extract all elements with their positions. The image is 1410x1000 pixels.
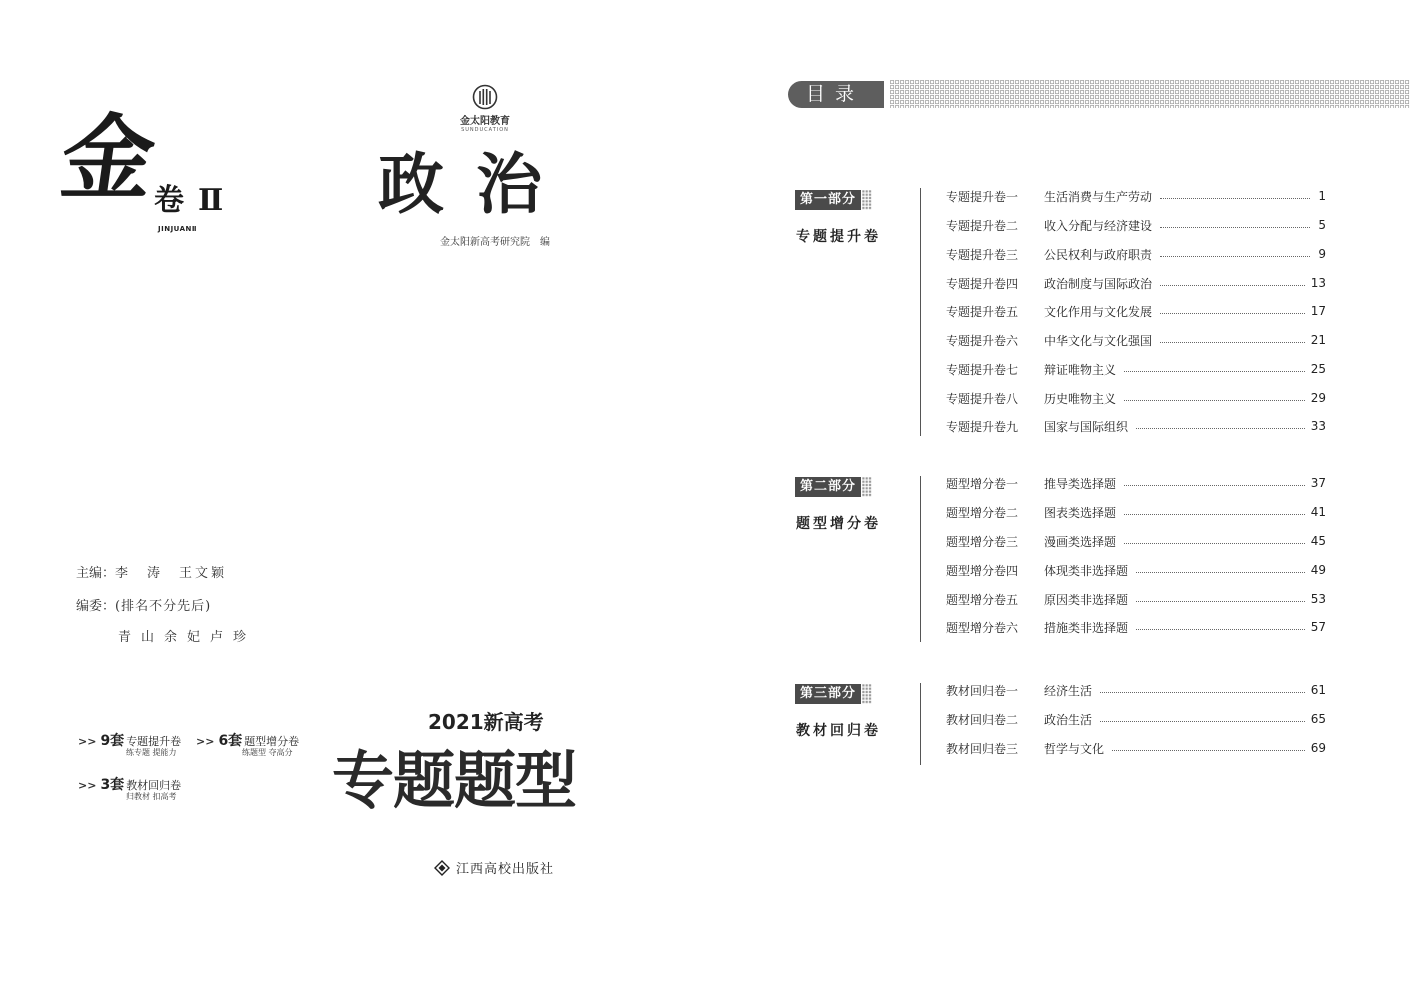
toc-entry[interactable] xyxy=(946,474,1326,492)
section-badge xyxy=(795,477,872,497)
leader-dots xyxy=(1124,371,1305,372)
toc-entry-code: 教材回归卷二 xyxy=(946,712,1019,727)
toc-entry-page: 1 xyxy=(1318,189,1326,203)
chief-editor-names: 李 涛 王文颖 xyxy=(115,566,228,581)
leader-dots xyxy=(1136,428,1305,429)
publisher-logo-english: SUNDUCATION xyxy=(461,127,509,133)
section-divider xyxy=(920,476,921,642)
leader-dots xyxy=(1112,750,1305,751)
series-logo-roman: Ⅱ xyxy=(198,183,224,218)
year-line: 2021新高考 xyxy=(428,710,544,734)
toc-entry-title: 国家与国际组织 xyxy=(1044,419,1129,434)
toc-entry[interactable] xyxy=(946,739,1326,757)
toc-entry-code: 题型增分卷一 xyxy=(946,476,1019,491)
section-badge-label: 第二部分 xyxy=(795,477,861,497)
publisher-name: 江西高校出版社 xyxy=(456,862,555,877)
promo-sub: 练专题 提能力 xyxy=(126,748,177,757)
publisher-line xyxy=(434,858,554,877)
promo-count: 6套 xyxy=(218,733,243,749)
toc-entry-code: 题型增分卷五 xyxy=(946,592,1019,607)
leader-dots xyxy=(1136,629,1305,630)
toc-entry-code: 题型增分卷六 xyxy=(946,620,1019,635)
section-name: 题型增分卷 xyxy=(796,516,881,532)
toc-entry-code: 题型增分卷三 xyxy=(946,534,1019,549)
subject-title: 政治 xyxy=(378,146,574,223)
toc-entry-code: 专题提升卷五 xyxy=(946,304,1019,319)
toc-entry-code: 专题提升卷七 xyxy=(946,362,1019,377)
toc-entry-code: 专题提升卷九 xyxy=(946,419,1019,434)
toc-entry[interactable] xyxy=(946,710,1326,728)
leader-dots xyxy=(1160,285,1305,286)
toc-entry-page: 41 xyxy=(1310,505,1326,519)
toc-entry-code: 专题提升卷六 xyxy=(946,333,1019,348)
toc-entry[interactable] xyxy=(946,274,1326,292)
leader-dots xyxy=(1160,256,1310,257)
toc-entry-code: 题型增分卷二 xyxy=(946,505,1019,520)
committee-label: 编委： xyxy=(76,599,116,614)
toc-entry-page: 45 xyxy=(1310,534,1326,548)
toc-entry-page: 9 xyxy=(1318,247,1326,261)
series-logo-pinyin: JINJUANⅡ xyxy=(158,225,198,233)
toc-entry-title: 公民权利与政府职责 xyxy=(1044,247,1153,262)
committee-note: (排名不分先后) xyxy=(115,599,212,614)
chief-editor-line xyxy=(76,562,227,581)
toc-entry-page: 5 xyxy=(1318,218,1326,232)
section-badge-label: 第一部分 xyxy=(795,190,861,210)
toc-entry-title: 文化作用与文化发展 xyxy=(1044,304,1153,319)
section-badge-label: 第三部分 xyxy=(795,684,861,704)
toc-entry-code: 教材回归卷三 xyxy=(946,741,1019,756)
leader-dots xyxy=(1100,721,1305,722)
toc-entry-title: 措施类非选择题 xyxy=(1044,620,1129,635)
leader-dots xyxy=(1160,227,1310,228)
promo-sub: 归教材 扣高考 xyxy=(126,792,177,801)
double-chevron-icon: >> xyxy=(196,735,215,748)
toc-entry-code: 专题提升卷四 xyxy=(946,276,1019,291)
toc-entry-page: 13 xyxy=(1310,276,1326,290)
section-name: 教材回归卷 xyxy=(796,723,881,739)
leader-dots xyxy=(1160,198,1310,199)
toc-entry[interactable] xyxy=(946,417,1326,435)
toc-entry-title: 生活消费与生产劳动 xyxy=(1044,189,1153,204)
committee-names: 青山余妃卢珍 xyxy=(118,630,257,645)
leader-dots xyxy=(1136,572,1305,573)
toc-entry-title: 历史唯物主义 xyxy=(1044,391,1117,406)
toc-entry-code: 专题提升卷八 xyxy=(946,391,1019,406)
toc-entry-title: 经济生活 xyxy=(1044,683,1093,698)
promo-title: 题型增分卷 xyxy=(244,735,300,748)
toc-entry[interactable] xyxy=(946,302,1326,320)
promo-count: 9套 xyxy=(100,733,125,749)
toc-entry-code: 教材回归卷一 xyxy=(946,683,1019,698)
leader-dots xyxy=(1124,514,1305,515)
toc-entry[interactable] xyxy=(946,216,1326,234)
section-name: 专题提升卷 xyxy=(796,229,881,245)
leader-dots xyxy=(1100,692,1305,693)
promo-sub: 练题型 夺高分 xyxy=(242,748,293,757)
sun-logo-icon xyxy=(472,84,498,110)
section-divider xyxy=(920,188,921,436)
toc-entry-title: 政治生活 xyxy=(1044,712,1093,727)
committee-line xyxy=(76,595,211,614)
publisher-logo xyxy=(442,84,528,140)
toc-entry-page: 65 xyxy=(1310,712,1326,726)
toc-entry[interactable] xyxy=(946,245,1326,263)
toc-entry-title: 图表类选择题 xyxy=(1044,505,1117,520)
chief-editor-label: 主编： xyxy=(76,566,116,581)
leader-dots xyxy=(1136,601,1305,602)
leader-dots xyxy=(1124,543,1305,544)
toc-entry-page: 37 xyxy=(1310,476,1326,490)
section-badge xyxy=(795,684,872,704)
series-logo-vol: 卷 xyxy=(154,183,184,218)
promo-item xyxy=(78,774,182,801)
toc-entry-page: 53 xyxy=(1310,592,1326,606)
toc-entry-title: 政治制度与国际政治 xyxy=(1044,276,1153,291)
toc-entry-title: 漫画类选择题 xyxy=(1044,534,1117,549)
publisher-emblem-icon xyxy=(434,860,450,876)
toc-entry[interactable] xyxy=(946,681,1326,699)
leader-dots xyxy=(1160,342,1305,343)
toc-entry-page: 17 xyxy=(1310,304,1326,318)
toc-entry[interactable] xyxy=(946,590,1326,608)
toc-entry-code: 专题提升卷二 xyxy=(946,218,1019,233)
leader-dots xyxy=(1124,485,1305,486)
toc-entry-page: 61 xyxy=(1310,683,1326,697)
toc-entry[interactable] xyxy=(946,618,1326,636)
toc-entry[interactable] xyxy=(946,532,1326,550)
leader-dots xyxy=(1160,313,1305,314)
toc-entry-title: 收入分配与经济建设 xyxy=(1044,218,1153,233)
promo-title: 教材回归卷 xyxy=(126,779,182,792)
toc-entry-title: 辩证唯物主义 xyxy=(1044,362,1117,377)
toc-entry-page: 57 xyxy=(1310,620,1326,634)
badge-dots-icon xyxy=(862,684,872,704)
badge-dots-icon xyxy=(862,477,872,497)
toc-entry-title: 原因类非选择题 xyxy=(1044,592,1129,607)
double-chevron-icon: >> xyxy=(78,779,97,792)
toc-entry[interactable] xyxy=(946,360,1326,378)
toc-entry[interactable] xyxy=(946,331,1326,349)
toc-entry[interactable] xyxy=(946,561,1326,579)
big-title: 专题题型 xyxy=(332,744,577,817)
promo-count: 3套 xyxy=(100,777,125,793)
toc-entry-page: 25 xyxy=(1310,362,1326,376)
toc-entry[interactable] xyxy=(946,389,1326,407)
section-badge xyxy=(795,190,872,210)
toc-entry-title: 推导类选择题 xyxy=(1044,476,1117,491)
toc-entry-code: 专题提升卷一 xyxy=(946,189,1019,204)
promo-item xyxy=(196,730,300,757)
toc-title: 目录 xyxy=(788,81,884,108)
double-chevron-icon: >> xyxy=(78,735,97,748)
toc-entry-page: 69 xyxy=(1310,741,1326,755)
toc-entry-title: 哲学与文化 xyxy=(1044,741,1105,756)
toc-entry-code: 题型增分卷四 xyxy=(946,563,1019,578)
toc-entry-code: 专题提升卷三 xyxy=(946,247,1019,262)
toc-entry-title: 中华文化与文化强国 xyxy=(1044,333,1153,348)
toc-entry[interactable] xyxy=(946,503,1326,521)
badge-dots-icon xyxy=(862,190,872,210)
promo-title: 专题提升卷 xyxy=(126,735,182,748)
series-logo-char: 金 xyxy=(54,104,158,212)
toc-entry-page: 49 xyxy=(1310,563,1326,577)
toc-entry-page: 33 xyxy=(1310,419,1326,433)
header-pattern xyxy=(890,80,1410,108)
toc-entry-page: 21 xyxy=(1310,333,1326,347)
editor-org: 金太阳新高考研究院 编 xyxy=(440,237,550,248)
leader-dots xyxy=(1124,400,1305,401)
toc-entry-title: 体现类非选择题 xyxy=(1044,563,1129,578)
section-divider xyxy=(920,683,921,765)
promo-item xyxy=(78,730,182,757)
series-logo xyxy=(54,104,262,242)
toc-entry-page: 29 xyxy=(1310,391,1326,405)
toc-entry[interactable] xyxy=(946,187,1326,205)
publisher-logo-name: 金太阳教育 xyxy=(460,116,510,127)
